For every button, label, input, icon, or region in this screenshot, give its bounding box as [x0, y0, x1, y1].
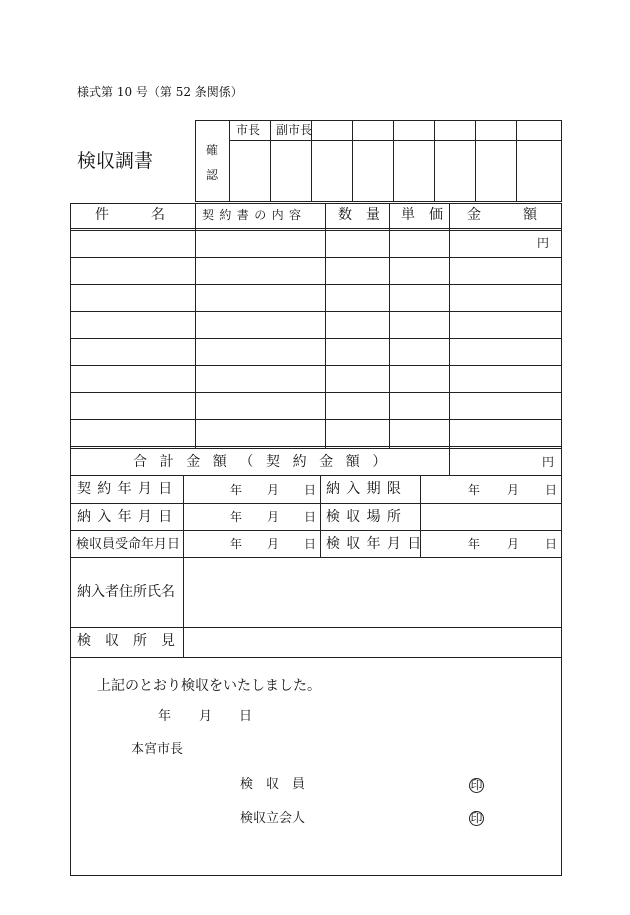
deadline-month: 月 [507, 483, 520, 497]
header-unit-price: 単 価 [401, 207, 443, 223]
approval-label-2: 認 [206, 168, 219, 182]
header-item-name: 件 名 [95, 207, 165, 223]
header-amount: 金 額 [467, 207, 537, 223]
deadline-year: 年 [468, 483, 481, 497]
appointment-year: 年 [230, 537, 243, 551]
delivery-date-month: 月 [267, 510, 280, 524]
witness-seal-icon: 印 [470, 811, 483, 825]
inspection-date-day: 日 [545, 537, 558, 551]
total-amount-label: 合計金額（契約金額） [133, 454, 399, 470]
statement-day: 日 [239, 709, 253, 724]
contract-date-label: 契約年月日 [77, 481, 179, 497]
document-title: 検収調書 [77, 150, 154, 172]
delivery-deadline-label: 納入期限 [326, 481, 408, 497]
addressee: 本宮市長 [131, 742, 184, 757]
inspector-label: 検 収 員 [240, 777, 306, 792]
inspection-date-year: 年 [468, 537, 481, 551]
form-number: 様式第 10 号（第 52 条関係） [77, 85, 243, 99]
contract-date-year: 年 [230, 483, 243, 497]
statement-year: 年 [158, 709, 172, 724]
amount-yen-unit: 円 [537, 236, 550, 250]
total-yen-unit: 円 [542, 455, 555, 469]
inspector-seal-icon: 印 [470, 778, 483, 792]
appointment-month: 月 [267, 537, 280, 551]
approval-label-1: 確 [206, 143, 219, 157]
delivery-date-year: 年 [230, 510, 243, 524]
statement-month: 月 [199, 709, 213, 724]
inspection-statement: 上記のとおり検収をいたしました。 [97, 678, 321, 694]
supplier-label: 納入者住所氏名 [77, 584, 175, 600]
header-quantity: 数 量 [338, 207, 380, 223]
contract-date-day: 日 [304, 483, 317, 497]
delivery-date-label: 納入年月日 [77, 509, 179, 525]
inspection-date-label: 検収年月日 [326, 536, 428, 552]
deadline-day: 日 [545, 483, 558, 497]
approval-role-deputy-mayor: 副市長 [276, 123, 313, 137]
appointment-day: 日 [304, 537, 317, 551]
header-contract-content: 契約書の内容 [202, 208, 307, 222]
delivery-date-day: 日 [304, 510, 317, 524]
approval-role-mayor: 市長 [236, 123, 261, 137]
inspection-opinion-label: 検 収 所 見 [77, 633, 175, 649]
inspection-date-month: 月 [507, 537, 520, 551]
witness-label: 検収立会人 [240, 811, 306, 826]
contract-date-month: 月 [267, 483, 280, 497]
inspector-appointment-label: 検収員受命年月日 [76, 537, 181, 552]
inspection-place-label: 検収場所 [326, 509, 408, 525]
